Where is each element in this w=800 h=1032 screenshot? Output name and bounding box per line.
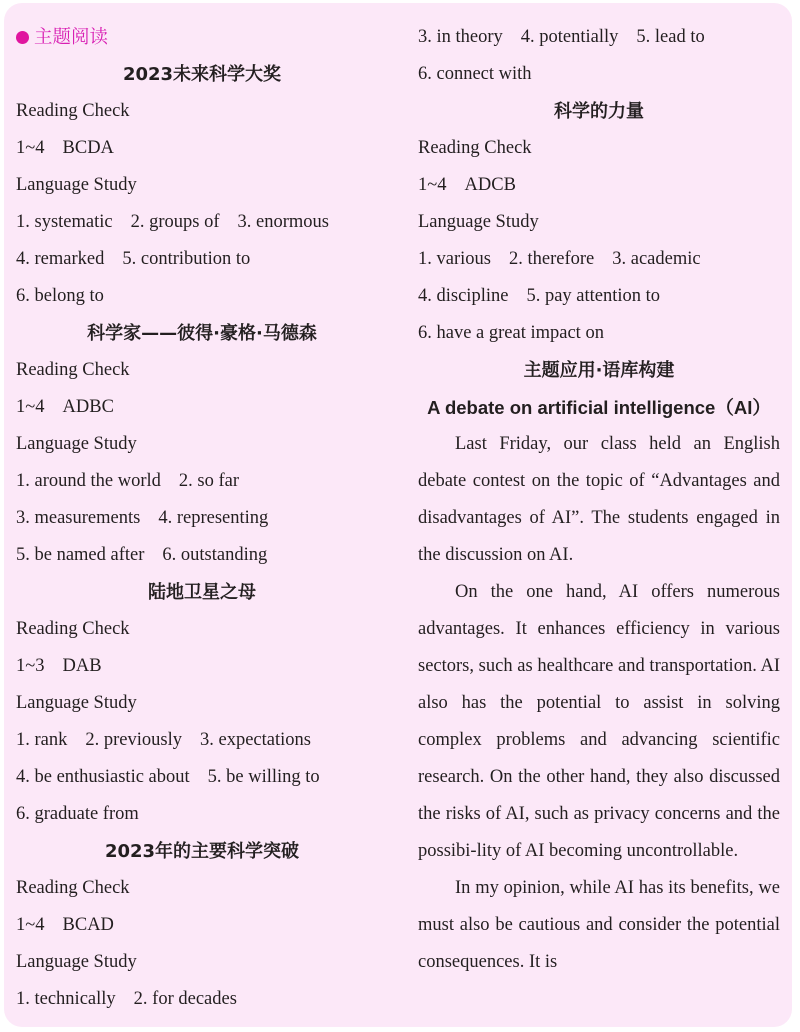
answer-item: Reading Check: [16, 101, 130, 121]
left-column-body: [16, 56, 388, 1018]
answer-line: [418, 241, 780, 278]
answer-line: [16, 278, 388, 315]
answer-item: 4. remarked: [16, 249, 105, 269]
answer-item: 6. outstanding: [162, 545, 268, 565]
answer-item: 2. previously: [85, 730, 182, 750]
answer-item: DAB: [62, 656, 102, 676]
section-label-text: 主题阅读: [34, 27, 109, 48]
answer-item: 1~3: [16, 656, 45, 676]
answer-line: [418, 315, 780, 352]
section-label: [16, 19, 388, 56]
answer-item: 6. graduate from: [16, 804, 139, 824]
answer-item: ADBC: [62, 397, 114, 417]
answer-line: [16, 537, 388, 574]
answer-item: Language Study: [418, 212, 539, 232]
answer-item: Language Study: [16, 693, 137, 713]
answer-line: [418, 278, 780, 315]
answer-item: 2. groups of: [130, 212, 220, 232]
answer-item: 1~4: [16, 397, 45, 417]
answer-item: 2. for decades: [133, 989, 237, 1009]
right-column: [418, 19, 780, 981]
answer-line: [16, 426, 388, 463]
answer-line: [16, 981, 388, 1018]
answer-item: 5. be named after: [16, 545, 145, 565]
answer-item: 4. potentially: [520, 27, 619, 47]
answer-item: ADCB: [464, 175, 516, 195]
section-heading: 科学家——彼得·豪格·马德森: [87, 323, 317, 344]
answer-line: [418, 204, 780, 241]
answer-line: [16, 907, 388, 944]
answer-item: 5. lead to: [636, 27, 705, 47]
answer-item: 1. various: [418, 249, 491, 269]
answer-line: [16, 130, 388, 167]
answer-item: 3. enormous: [237, 212, 329, 232]
answer-item: 2. so far: [178, 471, 239, 491]
answer-line: [16, 722, 388, 759]
answer-item: 6. connect with: [418, 64, 532, 84]
answer-item: BCDA: [62, 138, 114, 158]
answer-line: [16, 500, 388, 537]
section-heading: 科学的力量: [554, 101, 644, 122]
right-column-body: [418, 19, 780, 981]
answer-item: 3. academic: [612, 249, 701, 269]
answer-line: [16, 870, 388, 907]
answer-line: [16, 685, 388, 722]
answer-item: Language Study: [16, 952, 137, 972]
answer-item: Reading Check: [418, 138, 532, 158]
answer-item: Language Study: [16, 434, 137, 454]
answer-item: Language Study: [16, 175, 137, 195]
left-column: [16, 19, 388, 1018]
answer-line: [16, 389, 388, 426]
answer-item: 3. measurements: [16, 508, 141, 528]
answer-item: 6. have a great impact on: [418, 323, 604, 343]
essay-paragraph: On the one hand, AI offers numerous advantages. It enhances efficiency in various sectors, such as healthcare and transportation. AI also has the potential to assist in solving complex problems and advancing scientific research. On the other hand, they also discussed the risks of AI, such as privacy concerns and the possibi-lity of AI becoming uncontrollable.: [418, 582, 780, 861]
section-heading: 2023未来科学大奖: [122, 64, 282, 85]
bullet-dot-icon: [16, 31, 29, 44]
answer-item: 4. representing: [158, 508, 269, 528]
answer-line: [16, 167, 388, 204]
answer-page: [4, 3, 792, 1027]
answer-line: [16, 944, 388, 981]
answer-line: [418, 56, 780, 93]
essay-paragraph: In my opinion, while AI has its benefits, we must also be cautious and consider the potential consequences. It is: [418, 878, 780, 972]
answer-item: Reading Check: [16, 619, 130, 639]
answer-item: 1. technically: [16, 989, 116, 1009]
section-heading: 陆地卫星之母: [148, 582, 256, 603]
answer-item: 1~4: [16, 915, 45, 935]
answer-line: [16, 204, 388, 241]
answer-item: 6. belong to: [16, 286, 104, 306]
answer-line: [418, 19, 780, 56]
answer-item: Reading Check: [16, 360, 130, 380]
answer-item: 3. in theory: [418, 27, 503, 47]
answer-line: [16, 463, 388, 500]
answer-item: 3. expectations: [199, 730, 311, 750]
answer-item: 5. pay attention to: [526, 286, 661, 306]
answer-item: 1~4: [418, 175, 447, 195]
answer-line: [16, 93, 388, 130]
section-heading: A debate on artificial intelligence（AI）: [427, 397, 771, 418]
answer-item: 5. be willing to: [207, 767, 320, 787]
answer-line: [16, 796, 388, 833]
section-heading: 2023年的主要科学突破: [104, 841, 300, 862]
answer-item: BCAD: [62, 915, 114, 935]
answer-item: 1. around the world: [16, 471, 161, 491]
answer-line: [16, 241, 388, 278]
essay-paragraph: Last Friday, our class held an English debate contest on the topic of “Advantages and disadvantages of AI”. The students engaged in the discussion on AI.: [418, 434, 780, 565]
answer-item: 1. rank: [16, 730, 68, 750]
answer-line: [418, 167, 780, 204]
answer-line: [16, 648, 388, 685]
answer-item: Reading Check: [16, 878, 130, 898]
answer-line: [16, 352, 388, 389]
answer-item: 5. contribution to: [122, 249, 251, 269]
answer-item: 1~4: [16, 138, 45, 158]
answer-item: 4. be enthusiastic about: [16, 767, 190, 787]
answer-item: 4. discipline: [418, 286, 509, 306]
answer-line: [16, 759, 388, 796]
section-heading: 主题应用·语库构建: [523, 360, 675, 381]
answer-line: [16, 611, 388, 648]
answer-item: 1. systematic: [16, 212, 113, 232]
answer-item: 2. therefore: [508, 249, 595, 269]
answer-line: [418, 130, 780, 167]
